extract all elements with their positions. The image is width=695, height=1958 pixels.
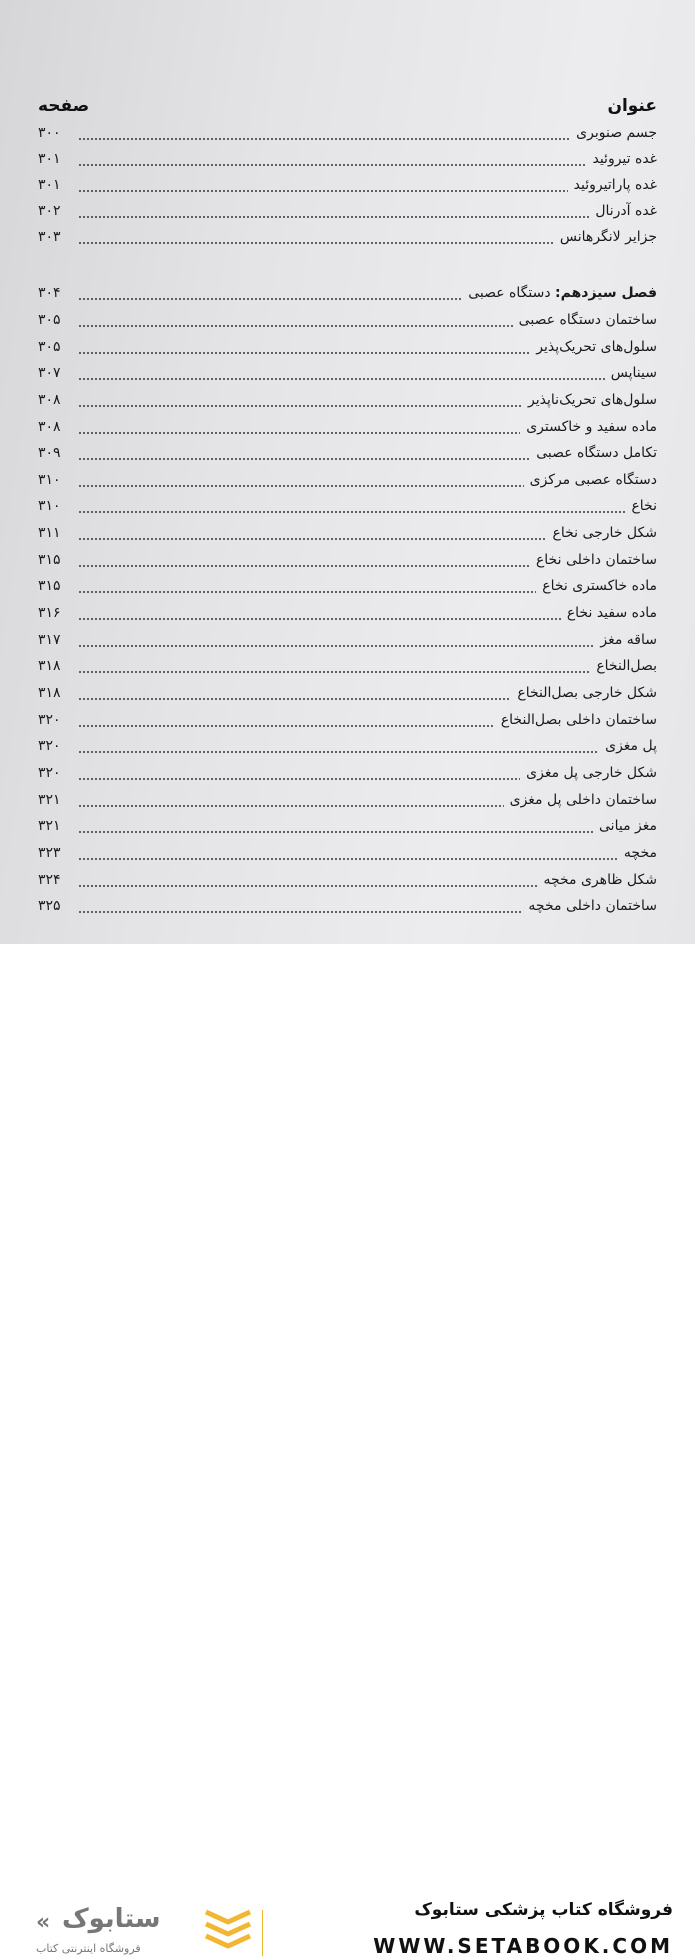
- toc-entry-page: ۳۰۸: [38, 392, 61, 408]
- toc-entry[interactable]: [38, 334, 657, 360]
- toc-entry-title: شکل خارجی نخاع: [552, 525, 657, 541]
- toc-entry-page: ۳۲۰: [38, 712, 61, 728]
- dot-leader: [78, 698, 511, 700]
- chapter-title: دستگاه عصبی: [468, 285, 551, 301]
- toc-entry-page: ۳۰۷: [38, 365, 61, 381]
- logo-wordmark: ستابوک: [62, 1904, 161, 1934]
- toc-entry-title: ساختمان داخلی پل مغزی: [509, 792, 657, 808]
- toc-entry-title: نخاع: [631, 498, 657, 514]
- toc-entry[interactable]: [38, 280, 657, 306]
- toc-entry-title: ماده سفید نخاع: [566, 605, 657, 621]
- toc-entry[interactable]: [38, 224, 657, 250]
- toc-entry-page: ۳۲۱: [38, 792, 61, 808]
- toc-entry-title: ماده خاکستری نخاع: [542, 578, 657, 594]
- toc-entry[interactable]: [38, 360, 657, 386]
- toc-entry-title: دستگاه عصبی مرکزی: [529, 472, 657, 488]
- toc-entry-page: ۳۰۵: [38, 312, 61, 328]
- toc-entry[interactable]: [38, 840, 657, 866]
- dot-leader: [78, 591, 536, 593]
- toc-entry[interactable]: [38, 787, 657, 813]
- toc-entry-title: ساختمان داخلی مخچه: [528, 898, 657, 914]
- toc-entry-page: ۳۰۸: [38, 419, 61, 435]
- chapter-label: فصل سیزدهم:: [555, 285, 657, 301]
- toc-entry-page: ۳۰۰: [38, 125, 61, 141]
- logo-tagline: فروشگاه اینترنتی کتاب: [36, 1942, 141, 1955]
- toc-entry[interactable]: [38, 467, 657, 493]
- toc-entry-title: مغز میانی: [599, 818, 657, 834]
- footer-divider: [262, 1910, 263, 1956]
- toc-entry-page: ۳۰۲: [38, 203, 61, 219]
- dot-leader: [78, 645, 594, 647]
- toc-entry[interactable]: [38, 867, 657, 893]
- toc-entry-title: جزایر لانگرهانس: [559, 229, 657, 245]
- dot-leader: [78, 778, 520, 780]
- book-page: [0, 0, 695, 944]
- dot-leader: [78, 831, 593, 833]
- dot-leader: [78, 671, 590, 673]
- dot-leader: [78, 618, 561, 620]
- toc-entry[interactable]: [38, 707, 657, 733]
- toc-header: [38, 93, 657, 119]
- toc-entry[interactable]: [38, 146, 657, 172]
- dot-leader: [78, 432, 520, 434]
- toc-entry[interactable]: [38, 547, 657, 573]
- dot-leader: [78, 751, 599, 753]
- toc-entry-title: ساختمان داخلی نخاع: [535, 552, 657, 568]
- dot-leader: [78, 325, 513, 327]
- toc-entry-page: ۳۲۳: [38, 845, 61, 861]
- toc-entry-page: ۳۰۴: [38, 285, 61, 301]
- toc-entry-page: ۳۱۰: [38, 498, 61, 514]
- dot-leader: [78, 725, 495, 727]
- toc-entry-page: ۳۲۱: [38, 818, 61, 834]
- toc-entry-page: ۳۲۴: [38, 872, 61, 888]
- dot-leader: [78, 565, 530, 567]
- toc-entry[interactable]: [38, 893, 657, 919]
- dot-leader: [78, 378, 605, 380]
- toc-entry-title: شکل خارجی بصل‌النخاع: [517, 685, 657, 701]
- toc-entry[interactable]: [38, 627, 657, 653]
- dot-leader: [78, 805, 504, 807]
- toc-entry-title: غده تیروئید: [592, 151, 657, 167]
- chevrons-icon: «: [36, 1910, 51, 1935]
- toc-entry-title: شکل ظاهری مخچه: [543, 872, 657, 888]
- toc-entry-page: ۳۰۵: [38, 339, 61, 355]
- toc-entry-page: ۳۲۰: [38, 765, 61, 781]
- toc-entry-title: مخچه: [623, 845, 657, 861]
- toc-entry-title: سلول‌های تحریک‌پذیر: [536, 339, 657, 355]
- dot-leader: [78, 511, 625, 513]
- dot-leader: [78, 216, 589, 218]
- toc-entry[interactable]: [38, 307, 657, 333]
- store-name: فروشگاه کتاب پزشکی ستابوک: [414, 1900, 673, 1920]
- toc-entry-page: ۳۲۰: [38, 738, 61, 754]
- dot-leader: [78, 885, 537, 887]
- dot-leader: [78, 405, 522, 407]
- title-column-label: عنوان: [607, 96, 657, 116]
- toc-entry[interactable]: [38, 120, 657, 146]
- toc-entry-title: ماده سفید و خاکستری: [526, 419, 657, 435]
- toc-entry-page: ۳۱۸: [38, 685, 61, 701]
- dot-leader: [78, 458, 530, 460]
- dot-leader: [78, 911, 522, 913]
- toc-entry[interactable]: [38, 653, 657, 679]
- toc-entry-title: جسم صنوبری: [576, 125, 657, 141]
- dot-leader: [78, 164, 586, 166]
- toc-entry-title: بصل‌النخاع: [596, 658, 657, 674]
- toc-entry-title: ساختمان دستگاه عصبی: [518, 312, 657, 328]
- toc-entry[interactable]: [38, 414, 657, 440]
- book-stack-icon: [202, 1906, 254, 1952]
- toc-entry-title: تکامل دستگاه عصبی: [536, 445, 657, 461]
- toc-entry[interactable]: [38, 198, 657, 224]
- toc-entry[interactable]: [38, 600, 657, 626]
- toc-entry-page: ۳۱۱: [38, 525, 61, 541]
- toc-entry[interactable]: [38, 813, 657, 839]
- toc-entry[interactable]: [38, 493, 657, 519]
- toc-entry-title: ساختمان داخلی بصل‌النخاع: [500, 712, 657, 728]
- toc-entry-title: غده پاراتیروئید: [573, 177, 657, 193]
- toc-entry[interactable]: [38, 387, 657, 413]
- store-footer: [0, 944, 695, 1958]
- toc-entry-page: ۳۱۶: [38, 605, 61, 621]
- toc-entry-page: ۳۰۹: [38, 445, 61, 461]
- toc-entry-page: ۳۰۳: [38, 229, 61, 245]
- toc-entry[interactable]: [38, 733, 657, 759]
- toc-entry[interactable]: [38, 573, 657, 599]
- toc-entry[interactable]: [38, 440, 657, 466]
- toc-entry-page: ۳۰۱: [38, 177, 61, 193]
- toc-entry[interactable]: [38, 680, 657, 706]
- toc-entry-title: سیناپس: [610, 365, 657, 381]
- dot-leader: [78, 138, 570, 140]
- toc-entry-page: ۳۱۸: [38, 658, 61, 674]
- toc-entry[interactable]: [38, 172, 657, 198]
- toc-entry-title: ساقه مغز: [600, 632, 657, 648]
- dot-leader: [78, 298, 462, 300]
- toc-entry-title: [464, 285, 657, 301]
- dot-leader: [78, 352, 530, 354]
- store-website-link[interactable]: WWW.SETABOOK.COM: [373, 1934, 673, 1958]
- page-column-label: صفحه: [38, 96, 90, 116]
- toc-entry-page: ۳۱۷: [38, 632, 61, 648]
- toc-entry-page: ۳۰۱: [38, 151, 61, 167]
- dot-leader: [78, 538, 546, 540]
- toc-entry-title: سلول‌های تحریک‌ناپذیر: [528, 392, 657, 408]
- toc-entry-title: غده آدرنال: [595, 203, 657, 219]
- toc-entry[interactable]: [38, 520, 657, 546]
- toc-entry-page: ۳۱۰: [38, 472, 61, 488]
- toc-entry-page: ۳۱۵: [38, 552, 61, 568]
- toc-entry-page: ۳۱۵: [38, 578, 61, 594]
- dot-leader: [78, 858, 618, 860]
- toc-entry-title: شکل خارجی پل مغزی: [526, 765, 657, 781]
- toc-entry-page: ۳۲۵: [38, 898, 61, 914]
- toc-entry-title: پل مغزی: [605, 738, 657, 754]
- dot-leader: [78, 242, 554, 244]
- dot-leader: [78, 190, 568, 192]
- dot-leader: [78, 485, 524, 487]
- toc-entry[interactable]: [38, 760, 657, 786]
